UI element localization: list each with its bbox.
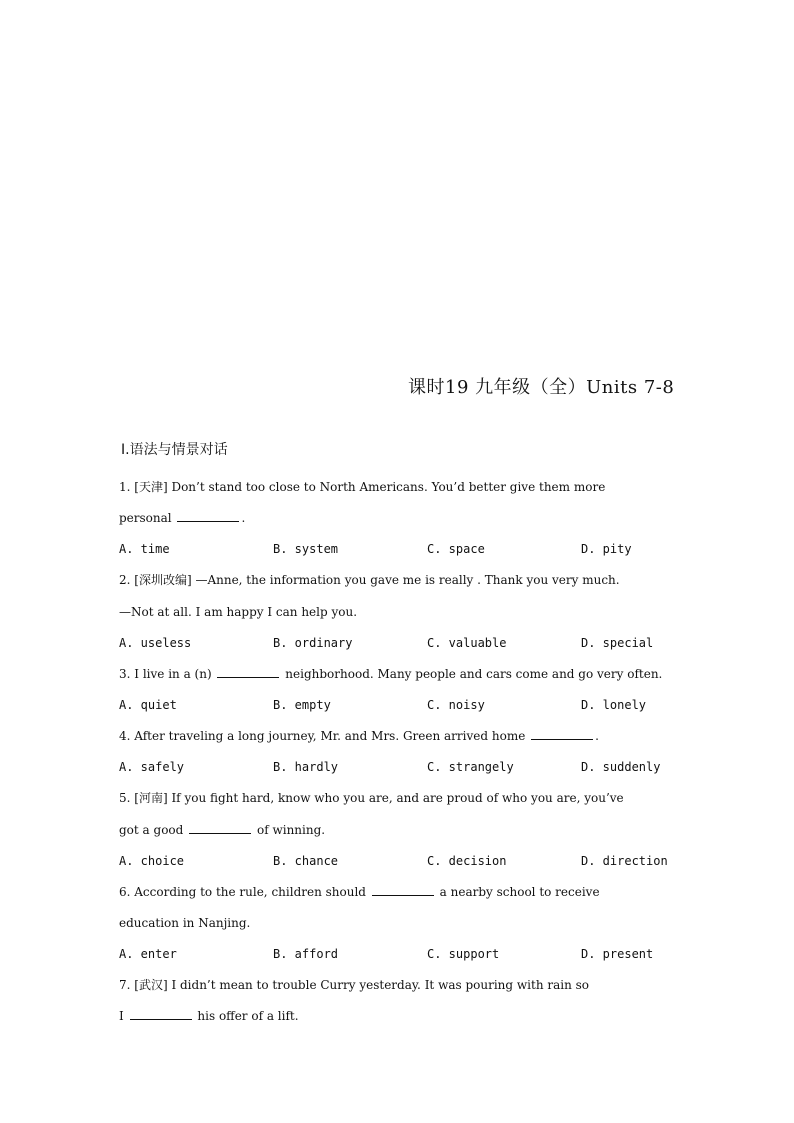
answer-blank[interactable]: [189, 821, 251, 834]
option-b[interactable]: B. empty: [273, 697, 331, 712]
option-b[interactable]: B. system: [273, 542, 339, 557]
option-d[interactable]: D. direction: [581, 853, 668, 868]
question-5-text: got a good: [119, 822, 184, 837]
option-d[interactable]: D. lonely: [581, 697, 647, 712]
question-6-text-end: a nearby school to receive: [439, 884, 600, 899]
option-c[interactable]: C. noisy: [427, 697, 485, 712]
exercise-content: [119, 440, 675, 1033]
option-a[interactable]: A. choice: [119, 853, 185, 868]
question-4-options: [119, 752, 675, 783]
option-c[interactable]: C. valuable: [427, 635, 507, 650]
section-heading: Ⅰ.语法与情景对话: [121, 442, 228, 458]
question-5-options: [119, 846, 675, 877]
option-a[interactable]: A. quiet: [119, 697, 177, 712]
question-6-line-2: education in Nanjing.: [119, 915, 251, 930]
question-6-text: 6. According to the rule, children should: [119, 884, 366, 899]
question-3-text: 3. I live in a (n): [119, 666, 212, 681]
question-5-line-1: 5. [河南] If you fight hard, know who you are, and are proud of who you are, you’ve: [119, 791, 624, 806]
page-title: 课时19 九年级（全）Units 7-8: [408, 377, 675, 398]
question-6-line-1: [119, 877, 675, 908]
question-5-line-2: [119, 815, 675, 846]
option-d[interactable]: D. pity: [581, 542, 632, 557]
answer-blank[interactable]: [372, 883, 434, 896]
question-2-options: [119, 628, 675, 659]
question-5-text-end: of winning.: [256, 822, 326, 837]
question-4-text: 4. After traveling a long journey, Mr. and Mrs. Green arrived home: [119, 729, 526, 744]
option-a[interactable]: A. enter: [119, 947, 177, 962]
option-a[interactable]: A. time: [119, 542, 170, 557]
answer-blank[interactable]: [217, 665, 279, 678]
option-a[interactable]: A. useless: [119, 635, 192, 650]
question-1-text: personal: [119, 511, 172, 526]
question-2-line-2: —Not at all. I am happy I can help you.: [119, 604, 358, 619]
option-d[interactable]: D. special: [581, 635, 654, 650]
question-7-text: I: [119, 1009, 124, 1024]
question-1-line-2: [119, 503, 675, 534]
question-7-line-1: 7. [武汉] I didn’t mean to trouble Curry yesterday. It was pouring with rain so: [119, 978, 590, 993]
option-a[interactable]: A. safely: [119, 760, 185, 775]
question-3-line: [119, 659, 675, 690]
question-4-line: [119, 721, 675, 752]
question-7-line-2: [119, 1001, 675, 1032]
option-c[interactable]: C. strangely: [427, 760, 514, 775]
question-1-line-1: 1. [天津] Don’t stand too close to North Americans. You’d better give them more: [119, 480, 606, 494]
option-d[interactable]: D. suddenly: [581, 760, 661, 775]
question-4-end: .: [595, 729, 599, 744]
option-d[interactable]: D. present: [581, 947, 654, 962]
option-b[interactable]: B. ordinary: [273, 635, 353, 650]
question-3-text-end: neighborhood. Many people and cars come and go very often.: [285, 666, 663, 681]
answer-blank[interactable]: [130, 1007, 192, 1020]
option-c[interactable]: C. support: [427, 947, 500, 962]
question-1-end: .: [241, 511, 246, 526]
answer-blank[interactable]: [177, 509, 239, 522]
question-3-options: [119, 690, 675, 721]
option-b[interactable]: B. afford: [273, 947, 339, 962]
question-1-options: [119, 534, 675, 565]
option-b[interactable]: B. hardly: [273, 760, 339, 775]
option-c[interactable]: C. space: [427, 542, 485, 557]
question-7-text-end: his offer of a lift.: [197, 1009, 299, 1024]
option-c[interactable]: C. decision: [427, 853, 507, 868]
answer-blank[interactable]: [531, 727, 593, 740]
question-6-options: [119, 939, 675, 970]
option-b[interactable]: B. chance: [273, 853, 339, 868]
question-2-line-1: 2. [深圳改编] —Anne, the information you gave me is really . Thank you very much.: [119, 573, 620, 588]
